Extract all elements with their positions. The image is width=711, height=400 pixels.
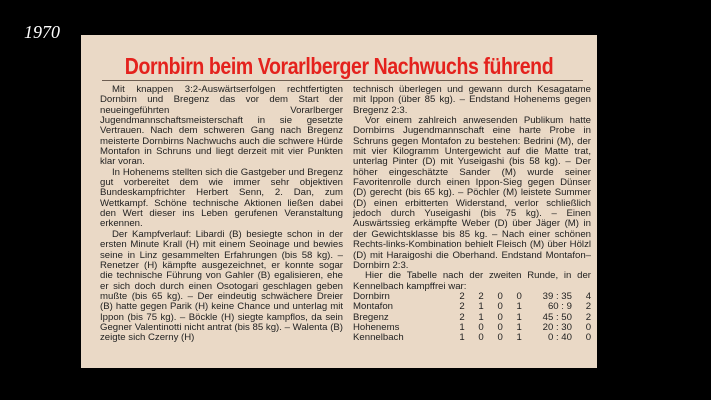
losses: 1 <box>516 301 522 313</box>
matches: 1 <box>459 321 465 333</box>
headline: Dornbirn beim Vorarlberger Nachwuchs führend <box>124 53 554 80</box>
team-name: Hohenems <box>353 321 400 333</box>
matches: 2 <box>459 290 465 302</box>
article-column-1 <box>100 85 343 344</box>
score: 45 : 50 <box>542 311 572 323</box>
standings-table <box>353 292 591 344</box>
article-column-2 <box>353 85 591 344</box>
headline-rule <box>102 80 583 81</box>
team-name: Kennelbach <box>353 332 404 344</box>
losses: 1 <box>516 311 522 323</box>
score: 0 : 40 <box>547 332 572 344</box>
newspaper-clipping <box>81 35 597 368</box>
paragraph: Hier die Tabelle nach der zweiten Runde, in der Kennelbach kampffrei war: <box>353 270 591 292</box>
points: 2 <box>585 301 592 313</box>
wins: 2 <box>478 290 484 302</box>
losses: 0 <box>516 290 522 302</box>
points: 2 <box>585 311 592 323</box>
draws: 0 <box>497 332 503 344</box>
score: 39 : 35 <box>542 290 572 302</box>
draws: 0 <box>497 290 503 302</box>
team-name: Dornbirn <box>353 290 390 302</box>
table-row <box>353 302 591 312</box>
points: 0 <box>585 321 592 333</box>
draws: 0 <box>497 321 503 333</box>
score: 60 : 9 <box>547 301 572 313</box>
losses: 1 <box>516 321 522 333</box>
losses: 1 <box>516 332 522 344</box>
wins: 1 <box>478 301 484 313</box>
team-name: Bregenz <box>353 311 389 323</box>
points: 0 <box>585 332 592 344</box>
matches: 2 <box>459 311 465 323</box>
paragraph: Der Kampfverlauf: Libardi (B) besiegte schon in der ersten Minute Krall (H) mit einem Seoinage und bewies seine in Linz gesammelten Erfahrungen (bis 58 kg). – Renetzer (H) kämpfte ausgezeichnet, er konnte sogar die technische Führung von Gahler (B) egalisieren, ehe er sich doch durch einen Osotogari geschlagen geben mußte (bis 65 kg). – Der eindeutig schwächere Dreier (B) hatte gegen Parik (H) keine Chance und unterlag mit Ippon (bis 75 kg). – Böckle (H) siegte kampflos, da sein Gegner Valentinotti nicht antrat (bis 85 kg). – Walenta (B) zeigte sich Czerny (H) <box>100 228 343 344</box>
wins: 0 <box>478 321 484 333</box>
draws: 0 <box>497 301 503 313</box>
matches: 1 <box>459 332 465 344</box>
points: 4 <box>585 290 592 302</box>
paragraph: technisch überlegen und gewann durch Kesagatame mit Ippon (über 85 kg). – Endstand Hohenems gegen Bregenz 2:3. <box>353 84 591 116</box>
wins: 1 <box>478 311 484 323</box>
team-name: Montafon <box>353 301 394 313</box>
year-label: 1970 <box>24 22 60 42</box>
paragraph: Mit knappen 3:2-Auswärtserfolgen rechtfertigten Dornbirn und Bregenz das vor dem Start der neueingeführten Vorarlberger Jugendmannschaftsmeisterschaft in sie gesetzte Vertrauen. Nach dem schweren Gang nach Bregenz meisterte Dornbirns Nachwuchs auch die schwere Hürde Montafon in Schruns und liegt derzeit mit vier Punkten klar voran. <box>100 84 343 168</box>
table-row <box>353 333 591 343</box>
matches: 2 <box>459 301 465 313</box>
paragraph: In Hohenems stellten sich die Gastgeber und Bregenz gut vorbereitet dem wie immer sehr objektiven Bundeskampfrichter Herbert Senn, 2. Dan, zum Wettkampf. Schöne technische Aktionen ließen dabei den Wert dieser ins Leben gerufenen Veranstaltung erkennen. <box>100 166 343 230</box>
score: 20 : 30 <box>542 321 572 333</box>
draws: 0 <box>497 311 503 323</box>
paragraph: Vor einem zahlreich anwesenden Publikum hatte Dornbirns Jugendmannschaft eine harte Probe in Schruns gegen Montafon zu bestehen: Bedrini (M), der mit vier Kilogramm Untergewicht auf die Matte trat, unterlag Pinter (D) mit Yuseigashi (bis 58 kg). – Der höher eingeschätzte Sander (M) wurde seiner Favoritenrolle durch einen Ippon-Sieg gegen Dünser (D) gerecht (bis 65 kg). – Pöchler (M) leistete Summer (D) einen erbitterten Widerstand, verlor schließlich jedoch durch Yuseigashi (bis 75 kg). – Einen Auswärtssieg erkämpfte Weber (D) über Jäger (M) in der Gewichtsklasse bis 85 kg. – Nach einer schönen Rechts-links-Kombination behielt Fleisch (M) über Hölzl (D) mit Haraigoshi die Oberhand. Endstand Montafon–Dornbirn 2:3. <box>353 115 591 271</box>
wins: 0 <box>478 332 484 344</box>
